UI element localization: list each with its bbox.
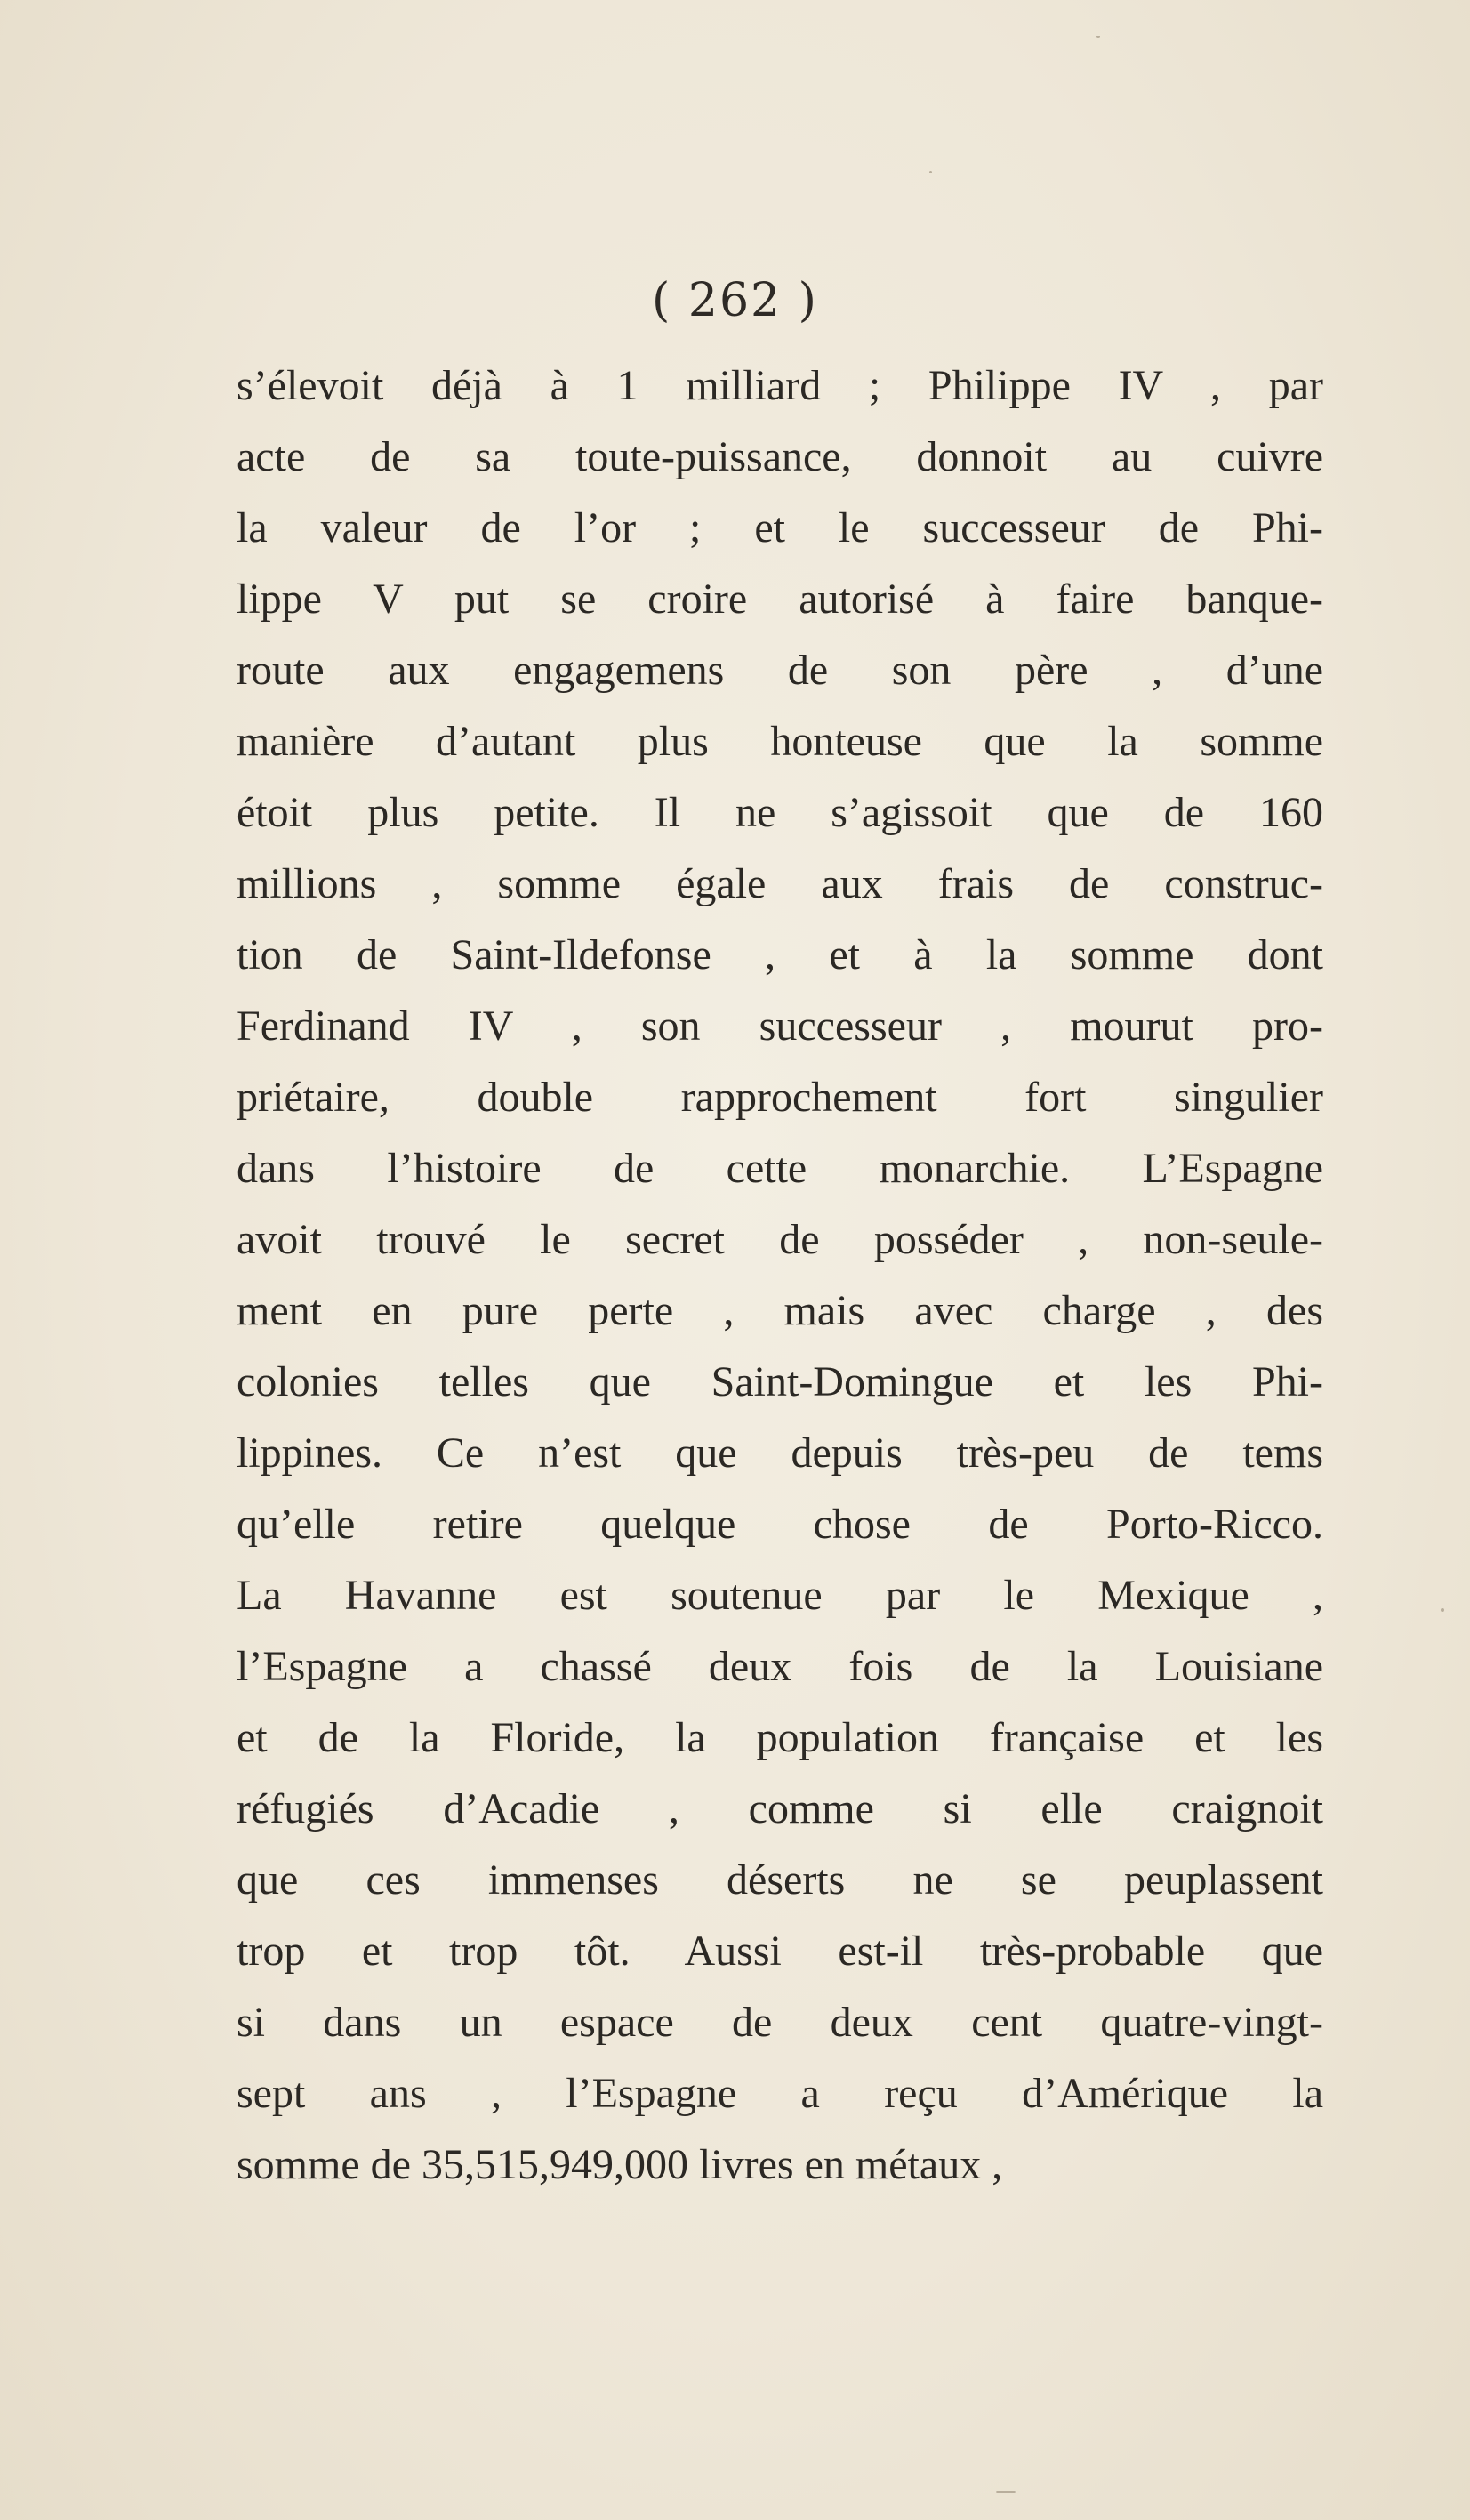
text-line: lippines. Ce n’est que depuis très-peu de tems (237, 1429, 1323, 1477)
page-number: ( 262 ) (652, 274, 818, 327)
text-line: l’Espagne a chassé deux fois de la Louisiane (237, 1643, 1323, 1690)
text-line: somme de 35,515,949,000 livres en métaux , (237, 2141, 1003, 2188)
text-line: route aux engagemens de son père , d’une (237, 647, 1323, 694)
text-line: millions , somme égale aux frais de construc- (237, 860, 1323, 907)
text-line: sept ans , l’Espagne a reçu d’Amérique la (237, 2070, 1323, 2117)
text-line: priétaire, double rapprochement fort singulier (237, 1074, 1323, 1121)
text-line: et de la Floride, la population française et les (237, 1714, 1323, 1761)
text-line: la valeur de l’or ; et le successeur de Phi- (237, 504, 1323, 552)
body-text (237, 350, 1323, 2201)
text-line: dans l’histoire de cette monarchie. L’Espagne (237, 1145, 1323, 1192)
paper-speck (1441, 1608, 1444, 1612)
paper-speck (929, 171, 932, 173)
text-line: s’élevoit déjà à 1 milliard ; Philippe IV , par (237, 362, 1323, 409)
text-line: si dans un espace de deux cent quatre-vingt- (237, 1999, 1323, 2046)
text-line: colonies telles que Saint-Domingue et les Phi- (237, 1358, 1323, 1405)
text-line: tion de Saint-Ildefonse , et à la somme dont (237, 931, 1323, 978)
text-line: ment en pure perte , mais avec charge , des (237, 1287, 1323, 1334)
text-line: que ces immenses déserts ne se peuplassent (237, 1856, 1323, 1904)
text-line: La Havanne est soutenue par le Mexique , (237, 1572, 1323, 1619)
text-line: acte de sa toute-puissance, donnoit au cuivre (237, 433, 1323, 480)
paper-speck (996, 2491, 1016, 2493)
paper-speck (1096, 36, 1100, 38)
text-line: étoit plus petite. Il ne s’agissoit que de 160 (237, 789, 1323, 836)
text-line: réfugiés d’Acadie , comme si elle craignoit (237, 1785, 1323, 1832)
text-line: manière d’autant plus honteuse que la somme (237, 718, 1323, 765)
text-line: Ferdinand IV , son successeur , mourut pro- (237, 1002, 1323, 1050)
text-line: lippe V put se croire autorisé à faire banque- (237, 576, 1323, 623)
text-line: avoit trouvé le secret de posséder , non-seule- (237, 1216, 1323, 1263)
text-line: qu’elle retire quelque chose de Porto-Ricco. (237, 1501, 1323, 1548)
text-line: trop et trop tôt. Aussi est-il très-probable que (237, 1928, 1323, 1975)
